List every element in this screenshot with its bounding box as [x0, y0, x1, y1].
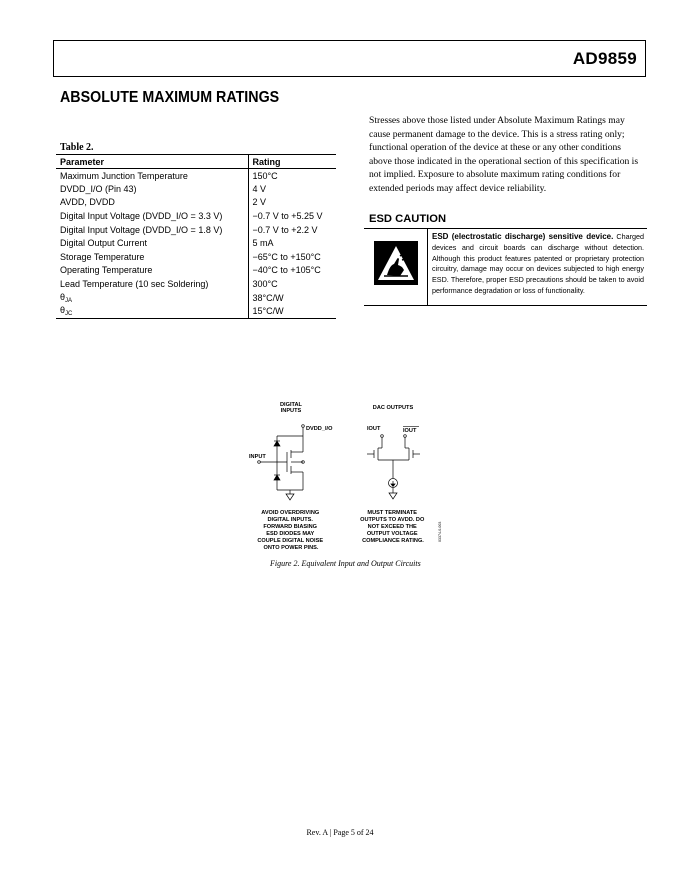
section-title: ABSOLUTE MAXIMUM RATINGS	[60, 89, 280, 106]
figure-code: 03374-0-003	[438, 521, 442, 542]
figure-caption: Figure 2. Equivalent Input and Output Circuits	[270, 559, 421, 568]
table-row	[56, 291, 336, 305]
stress-paragraph: Stresses above those listed under Absolute Maximum Ratings may cause permanent damage to the device. This is a stress rating only; functional operation of the device at these or any other conditions above those indicated in the operational section of this specification is not implied. Exposure to absolute maximum rating conditions for extended periods may affect device reliability.	[369, 115, 639, 194]
parameter-cell: Digital Output Current	[60, 238, 148, 249]
parameter-cell: Digital Input Voltage (DVDD_I/O = 3.3 V)	[60, 211, 223, 222]
input-label: INPUT	[249, 454, 266, 460]
iout-bar-label: IOUT	[403, 428, 417, 434]
esd-icon-cell	[364, 229, 428, 305]
parameter-cell: $\theta_{JA}$	[60, 291, 73, 304]
rating-cell: 5 mA	[248, 236, 336, 250]
rating-cell: 38°C/W	[248, 291, 336, 305]
dac-output-circuit	[367, 435, 420, 499]
digital-input-circuit	[258, 425, 305, 500]
table-caption: Table 2.	[60, 142, 94, 153]
rating-cell: −65°C to +150°C	[248, 250, 336, 264]
part-number: AD9859	[572, 49, 637, 68]
page-footer: Rev. A | Page 5 of 24	[306, 828, 374, 837]
digital-input-note: AVOID OVERDRIVING DIGITAL INPUTS. FORWARD BIASING ESD DIODES MAY COUPLE DIGITAL NOISE ONTO POWER PINS.	[257, 510, 324, 551]
esd-body: Charged devices and circuit boards can discharge without detection. Although this product features patented or proprietary protection circuitry, damage may occur on devices subjected to high energy ESD. Therefore, proper ESD precautions should be taken to avoid performance degradation or loss of functionality.	[432, 232, 644, 295]
ratings-table-body	[56, 169, 336, 319]
parameter-cell: Digital Input Voltage (DVDD_I/O = 1.8 V)	[60, 224, 223, 235]
dvdd-io-label: DVDD_I/O	[306, 426, 333, 432]
rating-cell: 4 V	[248, 182, 336, 196]
rating-cell: 300°C	[248, 277, 336, 291]
table-row	[56, 304, 336, 318]
rating-cell: 15°C/W	[248, 304, 336, 318]
page-header	[53, 40, 646, 77]
iout-label: IOUT	[367, 426, 381, 432]
parameter-cell: Storage Temperature	[60, 251, 145, 262]
digital-inputs-title-line1: DIGITAL	[280, 402, 302, 408]
ratings-table	[56, 154, 336, 319]
table-row	[56, 264, 336, 278]
rating-cell: 150°C	[248, 169, 336, 183]
table-row	[56, 277, 336, 291]
table-row	[56, 196, 336, 210]
parameter-cell: AVDD, DVDD	[60, 197, 115, 208]
parameter-cell: Operating Temperature	[60, 265, 153, 276]
parameter-cell: Maximum Junction Temperature	[60, 170, 188, 181]
parameter-cell: $\theta_{JC}$	[56, 304, 248, 318]
table-row	[56, 169, 336, 183]
table-header-row	[56, 155, 336, 169]
column-header-rating: Rating	[248, 155, 336, 169]
table-row	[56, 209, 336, 223]
table-row	[56, 182, 336, 196]
equivalent-circuits-figure	[245, 396, 445, 556]
rating-cell: 2 V	[248, 196, 336, 210]
dac-output-note: MUST TERMINATE OUTPUTS TO AVDD. DO NOT EXCEED THE OUTPUT VOLTAGE COMPLIANCE RATING.	[360, 510, 425, 544]
esd-caution-heading: ESD CAUTION	[369, 213, 447, 225]
digital-inputs-title-line2: INPUTS	[280, 408, 302, 414]
rating-cell: −0.7 V to +2.2 V	[248, 223, 336, 237]
esd-caution-text	[432, 232, 644, 297]
esd-caution-box	[364, 228, 647, 306]
column-header-parameter: Parameter	[56, 155, 248, 169]
table-row	[56, 236, 336, 250]
parameter-cell: DVDD_I/O (Pin 43)	[60, 183, 137, 194]
table-row	[56, 223, 336, 237]
parameter-cell: Lead Temperature (10 sec Soldering)	[60, 279, 209, 290]
table-row	[56, 250, 336, 264]
rating-cell: −0.7 V to +5.25 V	[248, 209, 336, 223]
esd-bold-lead: ESD (electrostatic discharge) sensitive device.	[432, 232, 614, 241]
dac-outputs-title: DAC OUTPUTS	[372, 405, 414, 411]
rating-cell: −40°C to +105°C	[248, 264, 336, 278]
esd-warning-icon	[364, 229, 428, 305]
